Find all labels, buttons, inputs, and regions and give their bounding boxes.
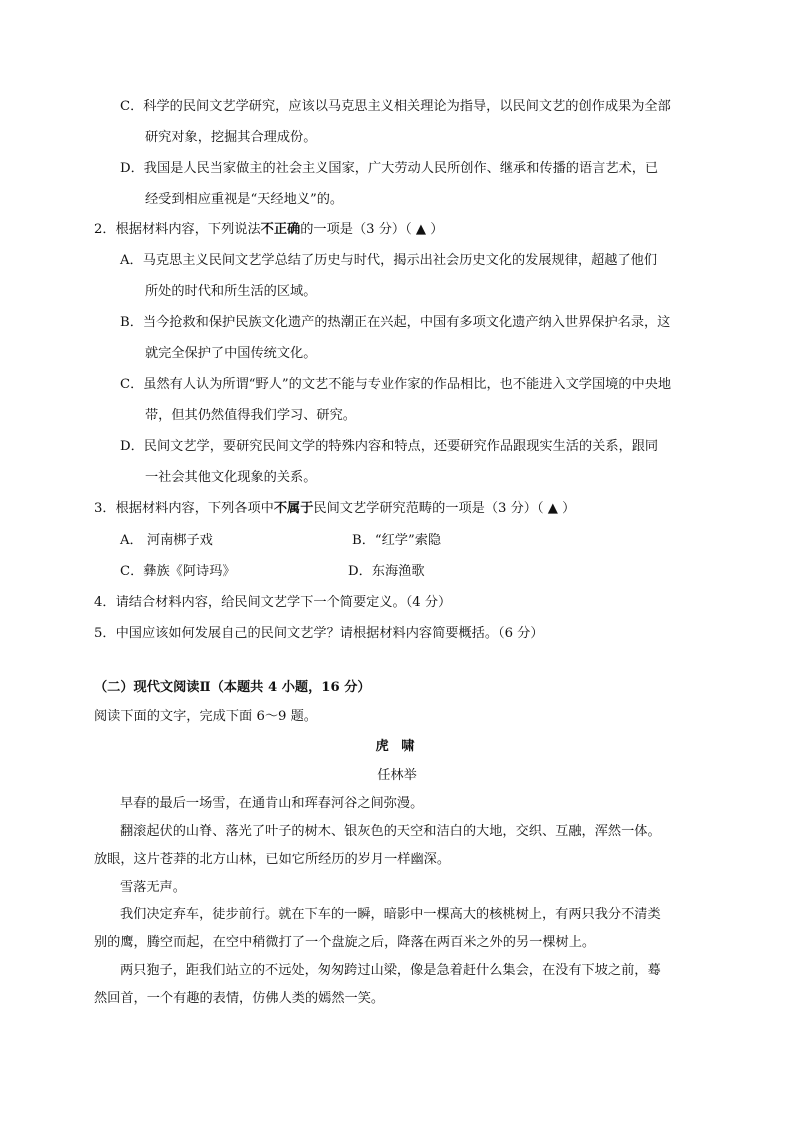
essay-paragraph-5-line2: 然回首，一个有趣的表情，仿佛人类的嫣然一笑。 <box>94 991 385 1006</box>
q2-stem-pre: 2．根据材料内容，下列说法 <box>94 222 261 237</box>
essay-author: 任林举 <box>377 768 417 783</box>
q1-option-d-line2: 经受到相应重视是“天经地义”的。 <box>145 192 344 207</box>
q2-option-b-line1: B．当今抢救和保护民族文化遗产的热潮正在兴起，中国有多项文化遗产纳入世界保护名录，这 <box>120 315 671 330</box>
q2-option-c-line1: C．虽然有人认为所谓“野人”的文艺不能与专业作家的作品相比，也不能进入文学国境的中央地 <box>120 377 672 392</box>
q2-option-d-line1: D．民间文艺学，要研究民间文学的特殊内容和特点，还要研究作品跟现实生活的关系，跟同 <box>120 439 659 454</box>
q2-option-d-line2: 一社会其他文化现象的关系。 <box>145 470 317 485</box>
q2-option-a-line2: 所处的时代和所生活的区域。 <box>145 284 317 299</box>
essay-paragraph-1: 早春的最后一场雪，在通肯山和珲春河谷之间弥漫。 <box>120 796 424 811</box>
q3-stem-pre: 3．根据材料内容，下列各项中 <box>94 501 274 516</box>
q2-stem-bold: 不正确 <box>260 222 301 237</box>
q1-option-c-line2: 研究对象，挖掘其合理成份。 <box>145 130 317 145</box>
q3-option-c: C．彝族《阿诗玛》 <box>120 564 236 579</box>
essay-paragraph-5-line1: 两只狍子，距我们站立的不远处，匆匆跨过山梁，像是急着赶什么集会，在没有下坡之前，蓦 <box>120 963 661 978</box>
q2-stem-post: 的一项是（3 分）（ ▲ ） <box>300 222 444 237</box>
section2-instruction: 阅读下面的文字，完成下面 6～9 题。 <box>94 709 317 724</box>
q3-option-b: B．“红学”索隐 <box>352 533 442 548</box>
q2-option-a-line1: A．马克思主义民间文艺学总结了历史与时代，揭示出社会历史文化的发展规律，超越了他们 <box>120 253 658 268</box>
section2-heading: （二）现代文阅读Ⅱ（本题共 4 小题，16 分） <box>94 680 371 695</box>
q2-option-c-line2: 带，但其仍然值得我们学习、研究。 <box>145 408 356 423</box>
essay-paragraph-4-line1: 我们决定弃车，徒步前行。就在下车的一瞬，暗影中一棵高大的核桃树上，有两只我分不清类 <box>120 907 661 922</box>
q2-stem <box>94 220 443 240</box>
q3-stem <box>94 499 575 519</box>
q2-option-b-line2: 就完全保护了中国传统文化。 <box>145 346 317 361</box>
essay-paragraph-2-line1: 翻滚起伏的山脊、落光了叶子的树木、银灰色的天空和洁白的大地，交织、互融，浑然一体。 <box>120 824 661 839</box>
essay-paragraph-2-line2: 放眼，这片苍莽的北方山林，已如它所经历的岁月一样幽深。 <box>94 852 451 867</box>
q3-option-d: D．东海渔歌 <box>348 564 425 579</box>
essay-title: 虎 啸 <box>375 739 419 754</box>
essay-paragraph-4-line2: 别的鹰，腾空而起，在空中稍微打了一个盘旋之后，降落在两百米之外的另一棵树上。 <box>94 935 596 950</box>
q4: 4．请结合材料内容，给民间文艺学下一个简要定义。（4 分） <box>94 595 452 610</box>
q3-option-a: A． 河南梆子戏 <box>120 533 213 548</box>
q1-option-d-line1: D．我国是人民当家做主的社会主义国家，广大劳动人民所创作、继承和传播的语言艺术，已 <box>120 161 659 176</box>
essay-paragraph-3: 雪落无声。 <box>120 880 186 895</box>
q3-stem-bold: 不属于 <box>273 501 314 516</box>
q5: 5．中国应该如何发展自己的民间文艺学？请根据材料内容简要概括。（6 分） <box>94 626 544 641</box>
q3-stem-post: 民间文艺学研究范畴的一项是（3 分）（ ▲ ） <box>313 501 576 516</box>
q1-option-c-line1: C．科学的民间文艺学研究，应该以马克思主义相关理论为指导，以民间文艺的创作成果为全部 <box>120 99 671 114</box>
